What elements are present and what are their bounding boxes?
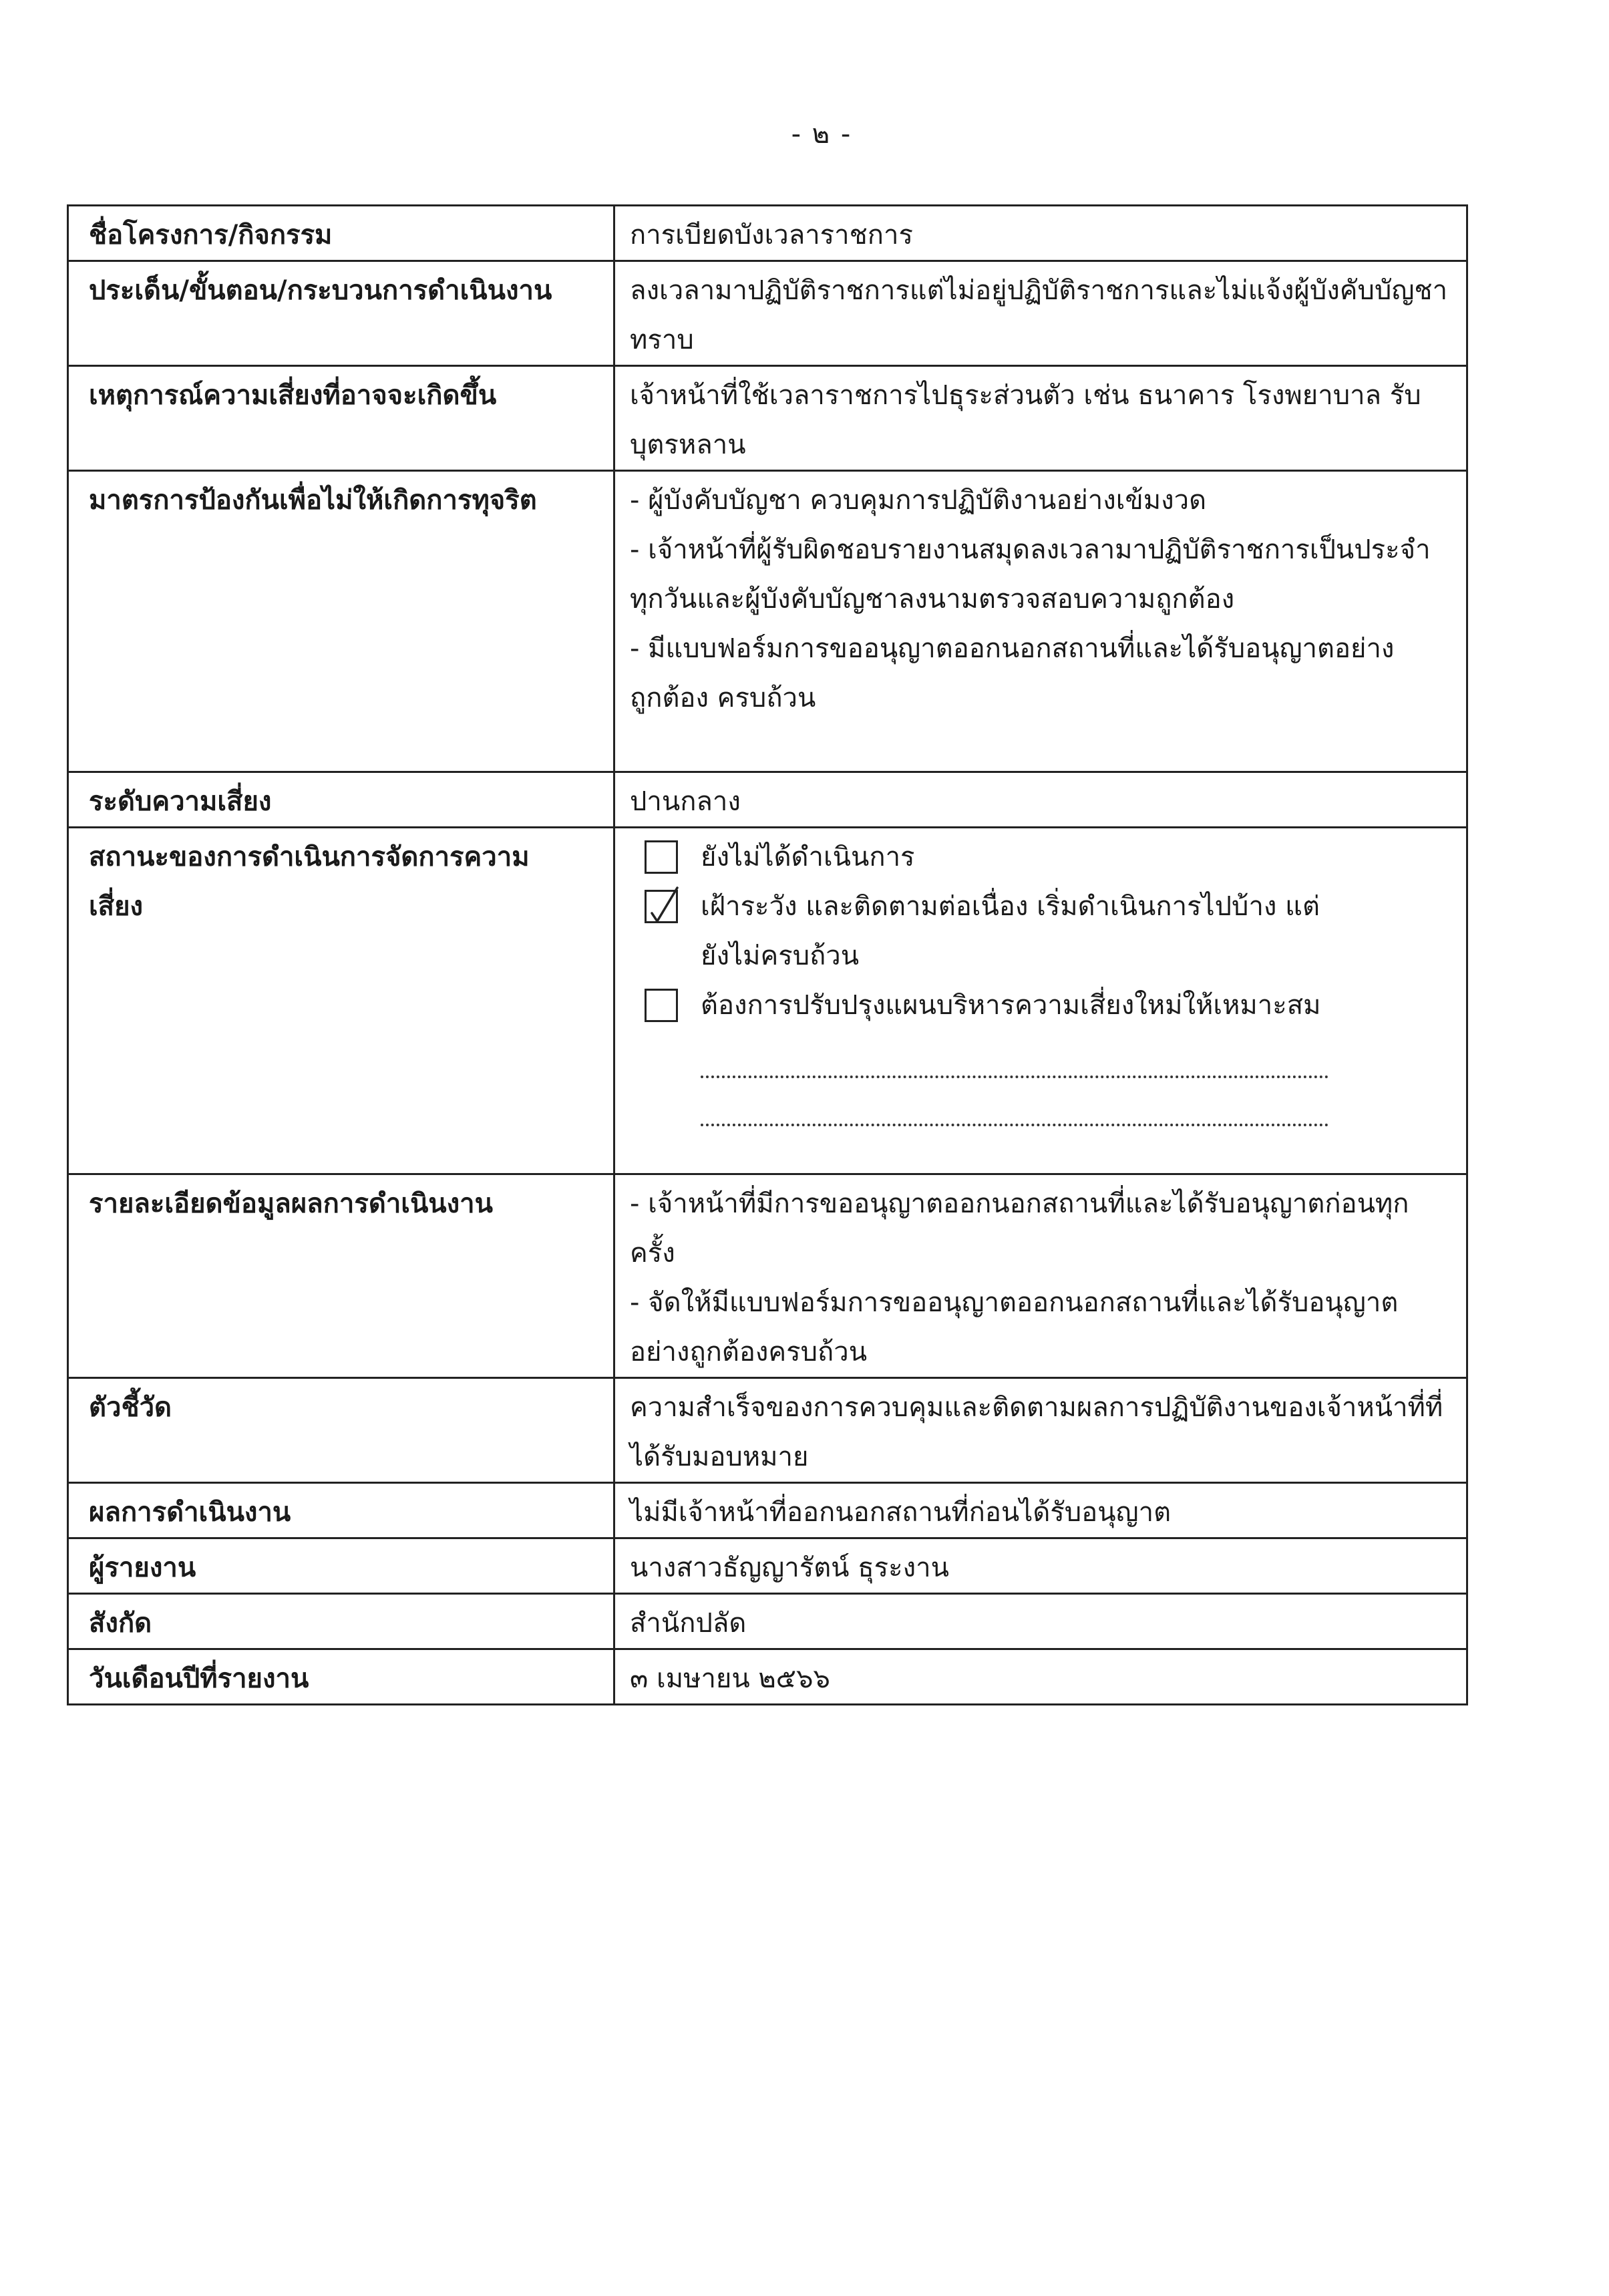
label-line: ประเด็น/ขั้นตอน/กระบวนการดำเนินงาน <box>89 275 552 306</box>
row-label <box>68 1649 614 1705</box>
value-line: ไม่มีเจ้าหน้าที่ออกนอกสถานที่ก่อนได้รับอนุญาต <box>630 1497 1172 1528</box>
label-line: วันเดือนปีที่รายงาน <box>89 1663 309 1694</box>
row-value <box>614 1594 1467 1649</box>
table-row-prevention-measures <box>68 471 1467 772</box>
row-label <box>68 1594 614 1649</box>
label-line: สถานะของการดำเนินการจัดการความ <box>89 842 530 872</box>
checkmark-icon <box>644 884 681 928</box>
table-row-risk-status <box>68 828 1467 1174</box>
row-label <box>68 366 614 471</box>
value-line: - จัดให้มีแบบฟอร์มการขออนุญาตออกนอกสถานที่และได้รับอนุญาต <box>630 1287 1399 1318</box>
table-row-outcome <box>68 1483 1467 1538</box>
table-row-risk-level <box>68 772 1467 828</box>
value-line: สำนักปลัด <box>630 1608 747 1639</box>
label-line: เสี่ยง <box>89 891 144 922</box>
row-value <box>614 828 1467 1174</box>
row-value <box>614 772 1467 828</box>
value-line: ๓ เมษายน ๒๕๖๖ <box>630 1663 830 1694</box>
row-label <box>68 206 614 261</box>
row-value <box>614 366 1467 471</box>
table-row-process <box>68 261 1467 366</box>
status-option-improve-plan <box>645 981 1454 1030</box>
checkbox[interactable] <box>645 989 678 1022</box>
value-line: บุตรหลาน <box>630 430 746 460</box>
row-label <box>68 772 614 828</box>
value-line: - เจ้าหน้าที่มีการขออนุญาตออกนอกสถานที่และได้รับอนุญาตก่อนทุก <box>630 1188 1409 1219</box>
label-line: สังกัด <box>89 1608 152 1639</box>
value-line: ทุกวันและผู้บังคับบัญชาลงนามตรวจสอบความถูกต้อง <box>630 584 1235 615</box>
value-line: ลงเวลามาปฏิบัติราชการแต่ไม่อยู่ปฏิบัติราชการและไม่แจ้งผู้บังคับบัญชา <box>630 275 1448 306</box>
row-label <box>68 1378 614 1483</box>
label-line: ตัวชี้วัด <box>89 1392 172 1423</box>
row-label <box>68 471 614 772</box>
value-line: การเบียดบังเวลาราชการ <box>630 220 913 251</box>
row-label <box>68 1483 614 1538</box>
row-label <box>68 261 614 366</box>
row-value <box>614 261 1467 366</box>
label-line: ผลการดำเนินงาน <box>89 1497 291 1528</box>
label-line: ผู้รายงาน <box>89 1552 196 1583</box>
value-line: - มีแบบฟอร์มการขออนุญาตออกนอกสถานที่และได้รับอนุญาตอย่าง <box>630 633 1395 664</box>
label-line: มาตรการป้องกันเพื่อไม่ให้เกิดการทุจริต <box>89 485 537 516</box>
row-value <box>614 206 1467 261</box>
label-line: ชื่อโครงการ/กิจกรรม <box>89 220 333 251</box>
risk-report-table <box>67 204 1468 1705</box>
label-line: เหตุการณ์ความเสี่ยงที่อาจจะเกิดขึ้น <box>89 380 497 411</box>
row-value <box>614 1538 1467 1594</box>
table-row-risk-event <box>68 366 1467 471</box>
row-label <box>68 828 614 1174</box>
row-label <box>68 1174 614 1378</box>
label-line: ระดับความเสี่ยง <box>89 786 272 817</box>
value-line: ถูกต้อง ครบถ้วน <box>630 683 816 713</box>
status-option-label: ต้องการปรับปรุงแผนบริหารความเสี่ยงใหม่ให้เหมาะสม <box>701 990 1321 1021</box>
row-value <box>614 471 1467 772</box>
row-value <box>614 1378 1467 1483</box>
fill-in-line <box>701 1030 1328 1078</box>
value-line: ทราบ <box>630 325 694 355</box>
row-value <box>614 1649 1467 1705</box>
value-line: นางสาวธัญญารัตน์ ธุระงาน <box>630 1552 949 1583</box>
checkbox-checked[interactable] <box>645 890 678 923</box>
label-line: รายละเอียดข้อมูลผลการดำเนินงาน <box>89 1188 493 1219</box>
value-line: ครั้ง <box>630 1238 675 1269</box>
row-value <box>614 1483 1467 1538</box>
status-option-label: ยังไม่ครบถ้วน <box>701 941 860 971</box>
value-line: ปานกลาง <box>630 786 741 817</box>
table-row-project-name <box>68 206 1467 261</box>
value-line: อย่างถูกต้องครบถ้วน <box>630 1337 868 1367</box>
table-row-department <box>68 1594 1467 1649</box>
value-line: เจ้าหน้าที่ใช้เวลาราชการไปธุระส่วนตัว เช่น ธนาคาร โรงพยาบาล รับ <box>630 380 1421 411</box>
table-row-indicator <box>68 1378 1467 1483</box>
checkbox[interactable] <box>645 840 678 874</box>
status-option-label: ยังไม่ได้ดำเนินการ <box>701 842 915 872</box>
value-line: ได้รับมอบหมาย <box>630 1442 809 1472</box>
value-line: - เจ้าหน้าที่ผู้รับผิดชอบรายงานสมุดลงเวลามาปฏิบัติราชการเป็นประจำ <box>630 534 1431 565</box>
table-row-report-date <box>68 1649 1467 1705</box>
table-row-result-details <box>68 1174 1467 1378</box>
table-row-reporter <box>68 1538 1467 1594</box>
status-option-label: เฝ้าระวัง และติดตามต่อเนื่อง เริ่มดำเนินการไปบ้าง แต่ <box>701 891 1320 922</box>
row-label <box>68 1538 614 1594</box>
fill-in-line <box>701 1078 1328 1126</box>
row-value <box>614 1174 1467 1378</box>
status-option-not-started <box>645 832 1454 882</box>
status-option-monitoring <box>645 882 1454 981</box>
page-number: - ๒ - <box>791 119 852 150</box>
value-line: ความสำเร็จของการควบคุมและติดตามผลการปฏิบัติงานของเจ้าหน้าที่ที่ <box>630 1392 1443 1423</box>
value-line: - ผู้บังคับบัญชา ควบคุมการปฏิบัติงานอย่างเข้มงวด <box>630 485 1207 516</box>
